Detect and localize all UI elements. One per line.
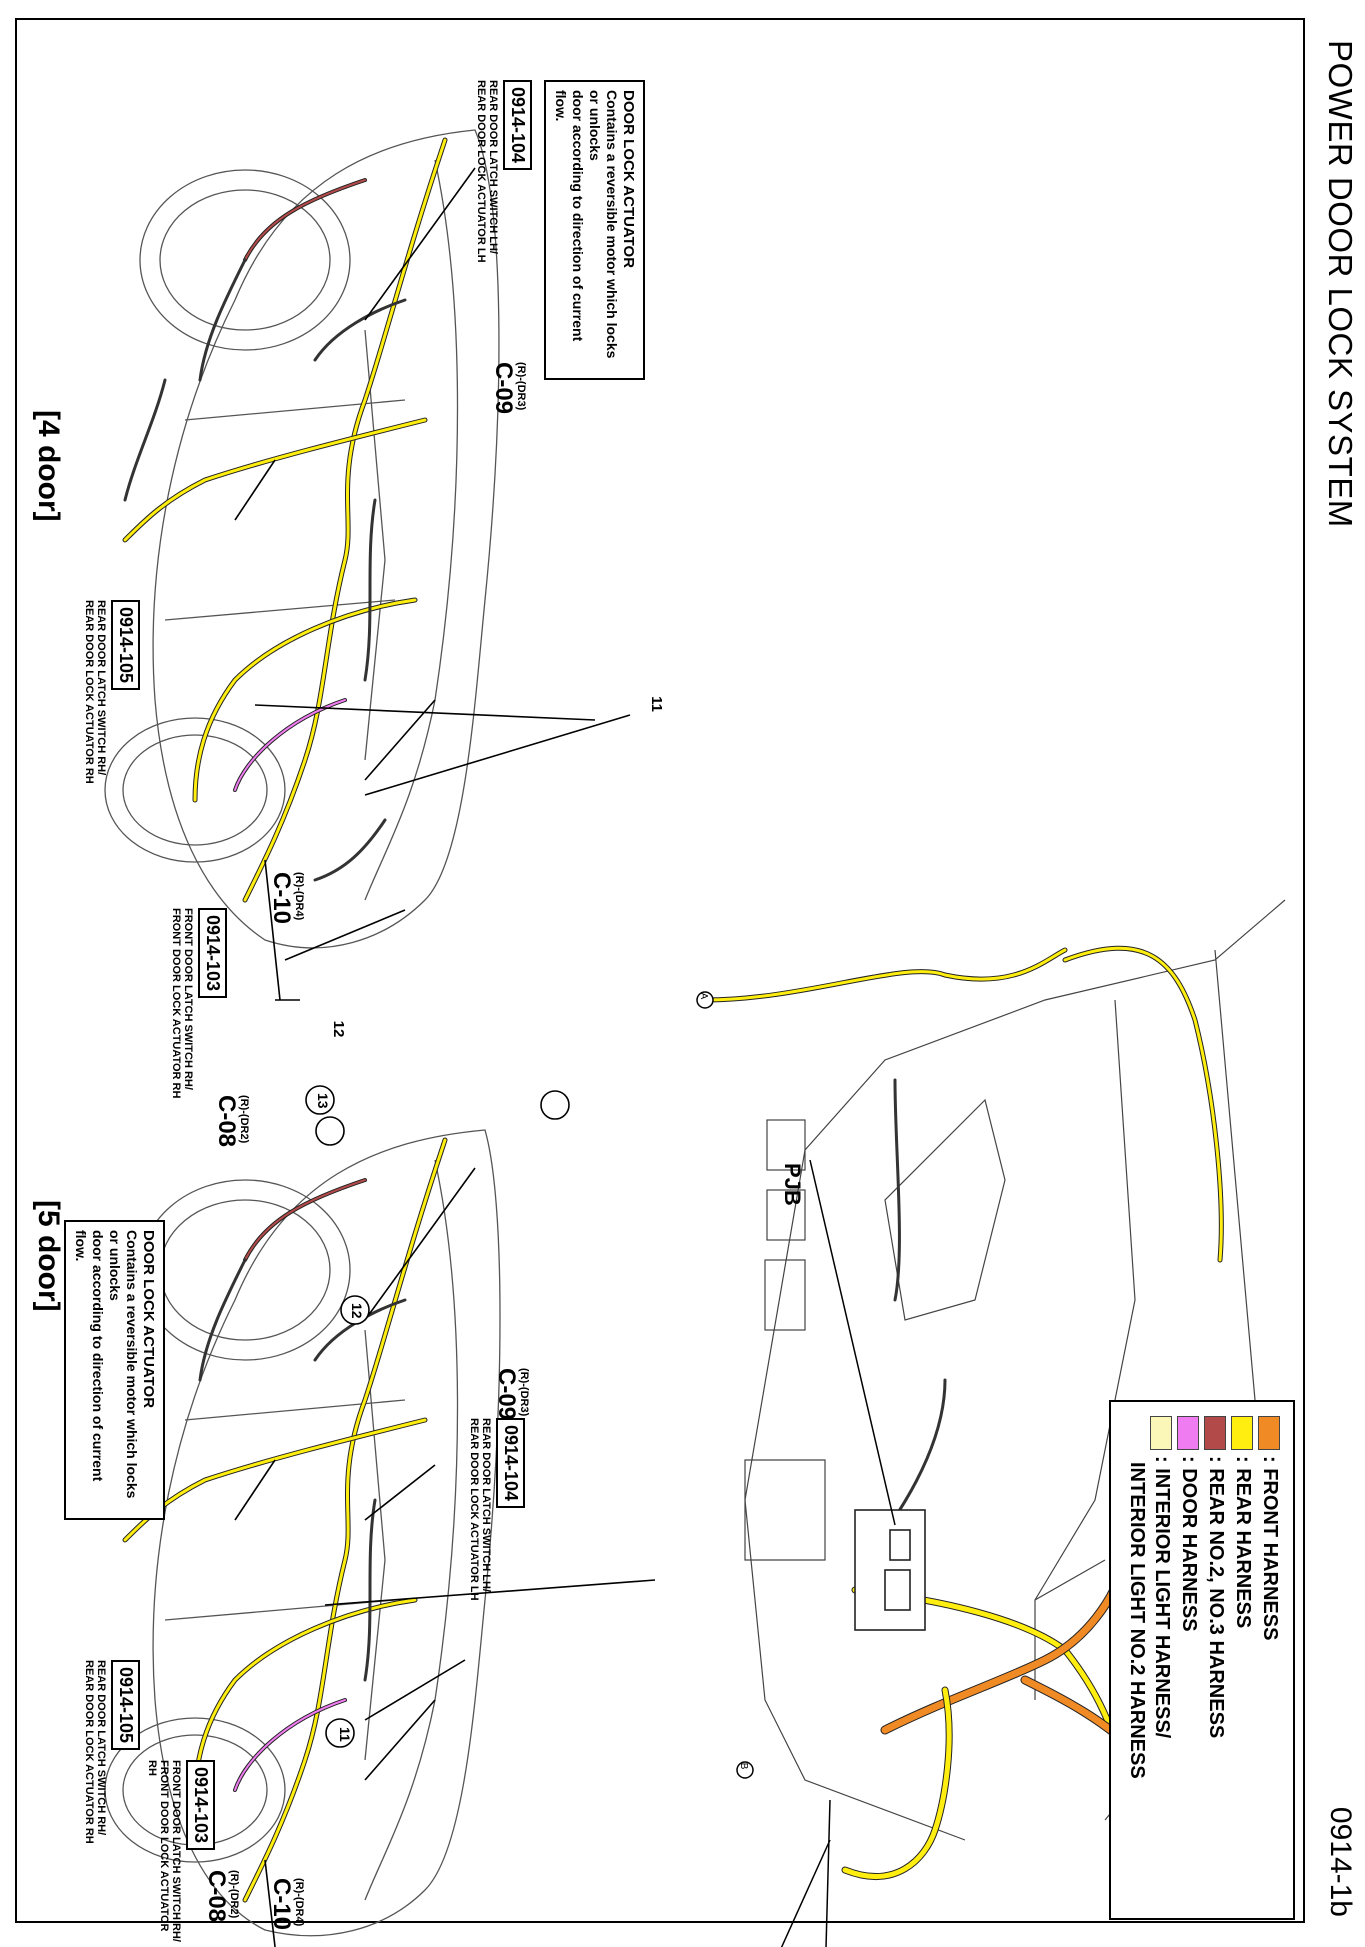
c10-5-id: C-10: [268, 1878, 295, 1931]
legend-swatch: [1259, 1416, 1281, 1450]
rear-lh-line2: REAR DOOR LOCK ACTUATOR LH: [475, 80, 487, 263]
legend-item: [1148, 1416, 1175, 1904]
rear-lh5-line2: REAR DOOR LOCK ACTUATOR LH: [468, 1418, 480, 1601]
car-5door-leaders: [235, 1168, 655, 1947]
c08-5-id: C-08: [203, 1870, 230, 1923]
label-5door: [5 door]: [32, 1200, 65, 1312]
code-0914-104-5door: 0914-104: [496, 1418, 525, 1508]
legend-label: : FRONT HARNESS: [1259, 1456, 1281, 1641]
rear-rh-line2: REAR DOOR LOCK ACTUATOR RH: [83, 600, 95, 784]
callout5-line2: door according to direction of current flow.: [73, 1230, 106, 1482]
legend-item: [1229, 1416, 1256, 1904]
engine-marker-a: A: [698, 992, 709, 1000]
page-code: 0914-1b: [1324, 1806, 1357, 1917]
circle-12-5door: 12: [349, 1303, 365, 1319]
c08-id: C-08: [213, 1095, 240, 1148]
front-rh-line1: FRONT DOOR LATCH SWITCH RH/: [182, 908, 194, 1090]
legend-swatch: [1205, 1416, 1227, 1450]
front-rh-desc-5door: [146, 1760, 182, 1947]
rear-rh-line1: REAR DOOR LATCH SWITCH RH/: [95, 600, 107, 776]
connector-c09-5door: [494, 1368, 530, 1420]
code-0914-104-4door: 0914-104: [503, 80, 532, 170]
legend-continuation: INTERIOR LIGHT NO.2 HARNESS: [1126, 1462, 1148, 1779]
legend-item: [1175, 1416, 1202, 1904]
code-0914-103-4door: 0914-103: [198, 908, 227, 998]
legend-label: : REAR HARNESS: [1232, 1456, 1254, 1629]
c10-id: C-10: [268, 872, 295, 925]
code-0914-105-4door: 0914-105: [111, 600, 140, 690]
callout-line2: door according to direction of current flow.: [553, 90, 586, 342]
harness-legend: [1109, 1400, 1295, 1920]
pjb-box: [855, 1510, 925, 1630]
legend-rows: [1148, 1416, 1283, 1904]
front-rh-line2: FRONT DOOR LOCK ACTUATOR RH: [170, 908, 182, 1099]
pjb-label: PJB: [780, 1163, 805, 1206]
circle-12-4door: 12: [330, 1020, 347, 1038]
rear-lh5-line1: REAR DOOR LATCH SWITCH LH/: [480, 1418, 492, 1592]
connector-c08-5door: [204, 1870, 240, 1922]
c09-5-id: C-09: [493, 1368, 520, 1421]
legend-label: : INTERIOR LIGHT HARNESS/: [1151, 1456, 1173, 1739]
c08-pin: (R)-(DR2): [238, 1095, 250, 1144]
legend-swatch: [1151, 1416, 1173, 1450]
c09-pin: (R)-(DR3): [515, 362, 527, 411]
callout5-line1: Contains a reversible motor which locks or unlocks: [107, 1230, 140, 1499]
connector-c08-4door: [214, 1095, 250, 1147]
engine-markers: [697, 992, 753, 1778]
c10-pin: (R)-(DR4): [293, 872, 305, 921]
rear-rh5-line2: REAR DOOR LOCK ACTUATOR RH: [83, 1660, 95, 1844]
legend-label: : DOOR HARNESS: [1178, 1456, 1200, 1632]
front-rh-desc-4door: [170, 908, 194, 1098]
circle-11-4door: 11: [648, 696, 665, 712]
label-4door: [4 door]: [32, 410, 65, 522]
engine-marker-b: B: [738, 1762, 749, 1770]
callout-heading: DOOR LOCK ACTUATOR: [620, 90, 637, 269]
door-lock-actuator-callout-4door: [544, 80, 645, 380]
code-0914-103-5door: 0914-103: [186, 1760, 215, 1850]
circle-13-5door: 13: [315, 1093, 331, 1109]
callout5-heading: DOOR LOCK ACTUATOR: [140, 1230, 157, 1409]
connector-c10-5door: [269, 1878, 305, 1930]
page-title: POWER DOOR LOCK SYSTEM: [1322, 40, 1359, 528]
rear-lh-desc-4door: [475, 80, 499, 263]
c08-5-pin: (R)-(DR2): [228, 1870, 240, 1919]
legend-item: [1256, 1416, 1283, 1904]
c09-id: C-09: [490, 362, 517, 415]
c10-5-pin: (R)-(DR4): [293, 1878, 305, 1927]
connector-c09-4door: [491, 362, 527, 414]
door-lock-actuator-callout-5door: [64, 1220, 165, 1520]
circle-11-5door: 11: [337, 1727, 353, 1742]
rear-lh-desc-5door: [468, 1418, 492, 1601]
front-rh5-line2: FRONT DOOR LOCK ACTUATOR RH: [146, 1760, 170, 1932]
connector-c10-4door: [269, 872, 305, 924]
rear-lh-line1: REAR DOOR LATCH SWITCH LH/: [487, 80, 499, 254]
rear-rh-desc-4door: [83, 600, 107, 784]
front-rh5-line1: FRONT DOOR LATCH SWITCH RH/: [170, 1760, 182, 1942]
rear-rh-desc-5door: [83, 1660, 107, 1844]
legend-item: [1202, 1416, 1229, 1904]
legend-swatch: [1232, 1416, 1254, 1450]
callout-line1: Contains a reversible motor which locks or unlocks: [587, 90, 620, 359]
code-0914-105-5door: 0914-105: [111, 1660, 140, 1750]
circles-4door: [316, 1091, 569, 1145]
car-4door-body: [105, 130, 499, 948]
rear-rh5-line1: REAR DOOR LATCH SWITCH RH/: [95, 1660, 107, 1836]
legend-swatch: [1178, 1416, 1200, 1450]
legend-label: : REAR NO.2, NO.3 HARNESS: [1205, 1456, 1227, 1739]
c09-5-pin: (R)-(DR3): [518, 1368, 530, 1417]
